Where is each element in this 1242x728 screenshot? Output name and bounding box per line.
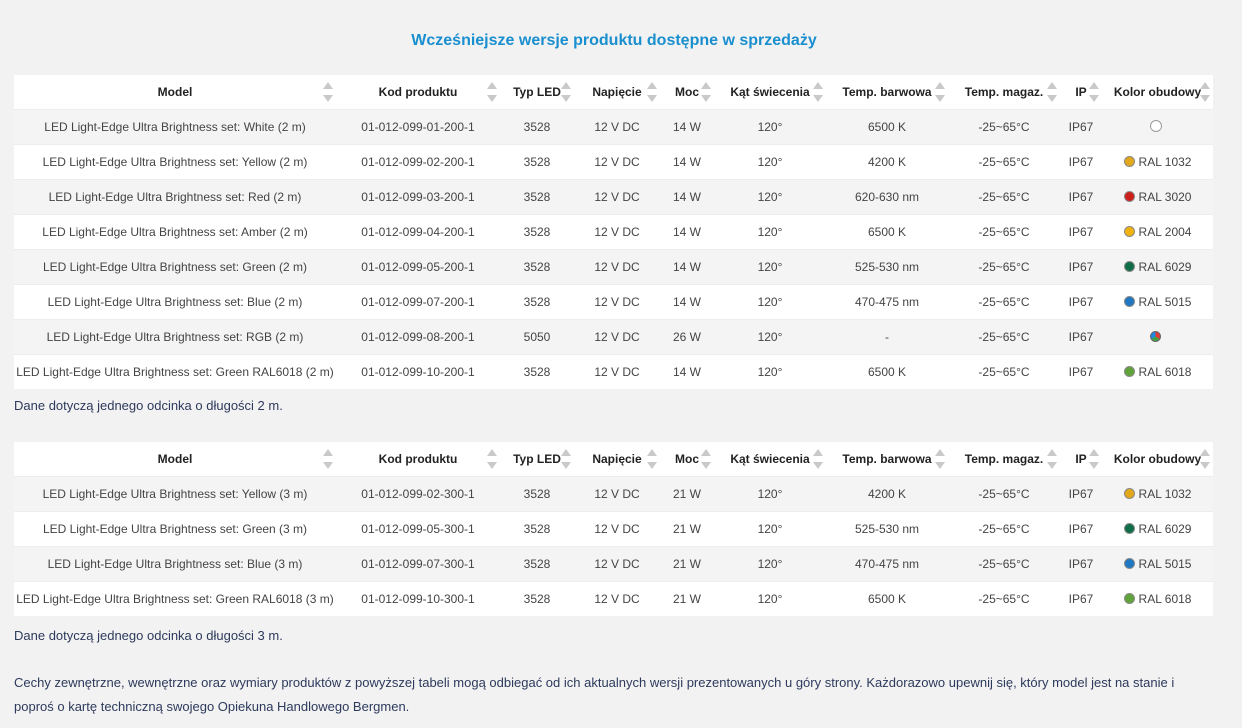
column-header-label: Temp. magaz. bbox=[964, 452, 1044, 466]
column-header-beam-angle[interactable] bbox=[714, 75, 826, 110]
cell-ip: IP67 bbox=[1060, 145, 1102, 180]
table-row bbox=[14, 512, 1213, 547]
cell-housing-color bbox=[1102, 250, 1213, 285]
column-header-label: Kąt świecenia bbox=[730, 452, 810, 466]
sort-asc-icon bbox=[935, 449, 945, 456]
column-header-color-temp[interactable] bbox=[826, 442, 948, 477]
color-swatch-icon bbox=[1124, 156, 1135, 167]
column-header-code[interactable] bbox=[336, 75, 500, 110]
cell-beam-angle: 120° bbox=[714, 582, 826, 617]
sort-icon[interactable] bbox=[701, 449, 711, 469]
table-row bbox=[14, 285, 1213, 320]
cell-led-type: 5050 bbox=[500, 320, 574, 355]
table-note-3m: Dane dotyczą jednego odcinka o długości 3 m. bbox=[14, 628, 283, 643]
column-header-ip[interactable] bbox=[1060, 442, 1102, 477]
sort-asc-icon bbox=[323, 449, 333, 456]
sort-desc-icon bbox=[935, 462, 945, 469]
disclaimer-text bbox=[14, 671, 1214, 719]
color-swatch-icon bbox=[1124, 558, 1135, 569]
column-header-label: Napięcie bbox=[592, 452, 642, 466]
sort-desc-icon bbox=[1089, 95, 1099, 102]
color-label: RAL 1032 bbox=[1138, 487, 1192, 501]
cell-beam-angle: 120° bbox=[714, 215, 826, 250]
cell-led-type: 3528 bbox=[500, 145, 574, 180]
cell-model: LED Light-Edge Ultra Brightness set: Green RAL6018 (3 m) bbox=[14, 582, 336, 617]
sort-icon[interactable] bbox=[561, 449, 571, 469]
color-label: RAL 2004 bbox=[1138, 225, 1192, 239]
cell-housing-color bbox=[1102, 180, 1213, 215]
disclaimer-line-1: Cechy zewnętrzne, wewnętrzne oraz wymiary produktów z powyższej tabeli mogą odbiegać od ich aktualnych wersji prezentowanych u góry strony. Każdorazowo upewnij się, który model jest na stanie i bbox=[14, 675, 1175, 690]
cell-storage-temp: -25~65°C bbox=[948, 110, 1060, 145]
column-header-label: Typ LED bbox=[513, 452, 561, 466]
cell-color-temp: 470-475 nm bbox=[826, 285, 948, 320]
cell-code: 01-012-099-07-200-1 bbox=[336, 285, 500, 320]
sort-desc-icon bbox=[935, 95, 945, 102]
sort-asc-icon bbox=[487, 82, 497, 89]
cell-power: 21 W bbox=[660, 477, 714, 512]
cell-ip: IP67 bbox=[1060, 582, 1102, 617]
cell-model: LED Light-Edge Ultra Brightness set: Yellow (3 m) bbox=[14, 477, 336, 512]
cell-power: 14 W bbox=[660, 250, 714, 285]
cell-ip: IP67 bbox=[1060, 477, 1102, 512]
sort-icon[interactable] bbox=[323, 82, 333, 102]
column-header-beam-angle[interactable] bbox=[714, 442, 826, 477]
sort-icon[interactable] bbox=[561, 82, 571, 102]
cell-storage-temp: -25~65°C bbox=[948, 215, 1060, 250]
color-swatch-icon bbox=[1124, 593, 1135, 604]
sort-desc-icon bbox=[647, 95, 657, 102]
cell-power: 14 W bbox=[660, 180, 714, 215]
cell-housing-color bbox=[1102, 477, 1213, 512]
sort-desc-icon bbox=[647, 462, 657, 469]
column-header-storage-temp[interactable] bbox=[948, 442, 1060, 477]
cell-housing-color bbox=[1102, 145, 1213, 180]
cell-voltage: 12 V DC bbox=[574, 355, 660, 390]
cell-power: 14 W bbox=[660, 110, 714, 145]
sort-icon[interactable] bbox=[1047, 82, 1057, 102]
cell-model: LED Light-Edge Ultra Brightness set: Green RAL6018 (2 m) bbox=[14, 355, 336, 390]
color-label: RAL 3020 bbox=[1138, 190, 1192, 204]
color-label: RAL 1032 bbox=[1138, 155, 1192, 169]
cell-code: 01-012-099-10-300-1 bbox=[336, 582, 500, 617]
cell-color-temp: 525-530 nm bbox=[826, 512, 948, 547]
cell-storage-temp: -25~65°C bbox=[948, 582, 1060, 617]
column-header-voltage[interactable] bbox=[574, 75, 660, 110]
column-header-voltage[interactable] bbox=[574, 442, 660, 477]
cell-led-type: 3528 bbox=[500, 180, 574, 215]
cell-housing-color bbox=[1102, 110, 1213, 145]
cell-color-temp: 6500 K bbox=[826, 110, 948, 145]
cell-ip: IP67 bbox=[1060, 250, 1102, 285]
color-label: RAL 5015 bbox=[1138, 557, 1192, 571]
column-header-housing-color[interactable] bbox=[1102, 75, 1213, 110]
color-swatch-icon bbox=[1124, 488, 1135, 499]
column-header-label: Model bbox=[157, 85, 193, 99]
sort-icon[interactable] bbox=[1089, 82, 1099, 102]
cell-color-temp: 4200 K bbox=[826, 145, 948, 180]
sort-desc-icon bbox=[1200, 95, 1210, 102]
sort-asc-icon bbox=[813, 449, 823, 456]
sort-asc-icon bbox=[561, 82, 571, 89]
sort-asc-icon bbox=[647, 449, 657, 456]
cell-housing-color bbox=[1102, 320, 1213, 355]
cell-voltage: 12 V DC bbox=[574, 512, 660, 547]
sort-desc-icon bbox=[1047, 462, 1057, 469]
cell-beam-angle: 120° bbox=[714, 477, 826, 512]
cell-code: 01-012-099-01-200-1 bbox=[336, 110, 500, 145]
table-row bbox=[14, 145, 1213, 180]
sort-icon[interactable] bbox=[813, 82, 823, 102]
sort-asc-icon bbox=[487, 449, 497, 456]
cell-beam-angle: 120° bbox=[714, 547, 826, 582]
sort-icon[interactable] bbox=[701, 82, 711, 102]
cell-storage-temp: -25~65°C bbox=[948, 355, 1060, 390]
color-label: RAL 5015 bbox=[1138, 295, 1192, 309]
sort-asc-icon bbox=[813, 82, 823, 89]
column-header-led-type[interactable] bbox=[500, 75, 574, 110]
sort-asc-icon bbox=[1047, 82, 1057, 89]
cell-code: 01-012-099-07-300-1 bbox=[336, 547, 500, 582]
sort-desc-icon bbox=[561, 95, 571, 102]
table-row bbox=[14, 180, 1213, 215]
cell-storage-temp: -25~65°C bbox=[948, 547, 1060, 582]
cell-led-type: 3528 bbox=[500, 250, 574, 285]
column-header-label: Moc bbox=[675, 452, 699, 466]
table-row bbox=[14, 547, 1213, 582]
column-header-power[interactable] bbox=[660, 442, 714, 477]
sort-icon[interactable] bbox=[1089, 449, 1099, 469]
cell-color-temp: 470-475 nm bbox=[826, 547, 948, 582]
cell-voltage: 12 V DC bbox=[574, 477, 660, 512]
cell-housing-color bbox=[1102, 547, 1213, 582]
color-swatch-icon bbox=[1124, 261, 1135, 272]
cell-led-type: 3528 bbox=[500, 355, 574, 390]
sort-icon[interactable] bbox=[813, 449, 823, 469]
cell-code: 01-012-099-05-300-1 bbox=[336, 512, 500, 547]
sort-asc-icon bbox=[701, 82, 711, 89]
cell-color-temp: 6500 K bbox=[826, 215, 948, 250]
sort-icon[interactable] bbox=[1200, 449, 1210, 469]
cell-beam-angle: 120° bbox=[714, 355, 826, 390]
sort-desc-icon bbox=[323, 462, 333, 469]
sort-asc-icon bbox=[1200, 82, 1210, 89]
column-header-label: Temp. barwowa bbox=[842, 85, 932, 99]
column-header-housing-color[interactable] bbox=[1102, 442, 1213, 477]
cell-color-temp: 620-630 nm bbox=[826, 180, 948, 215]
cell-beam-angle: 120° bbox=[714, 180, 826, 215]
cell-ip: IP67 bbox=[1060, 215, 1102, 250]
color-swatch-icon bbox=[1150, 120, 1162, 132]
cell-model: LED Light-Edge Ultra Brightness set: Green (2 m) bbox=[14, 250, 336, 285]
cell-housing-color bbox=[1102, 582, 1213, 617]
table-note-2m: Dane dotyczą jednego odcinka o długości 2 m. bbox=[14, 398, 283, 413]
sort-icon[interactable] bbox=[323, 449, 333, 469]
cell-storage-temp: -25~65°C bbox=[948, 512, 1060, 547]
column-header-storage-temp[interactable] bbox=[948, 75, 1060, 110]
cell-power: 21 W bbox=[660, 547, 714, 582]
cell-beam-angle: 120° bbox=[714, 512, 826, 547]
column-header-label: IP bbox=[1075, 85, 1087, 99]
cell-beam-angle: 120° bbox=[714, 250, 826, 285]
cell-voltage: 12 V DC bbox=[574, 547, 660, 582]
column-header-label: Moc bbox=[675, 85, 699, 99]
products-table-3m bbox=[14, 442, 1213, 616]
cell-code: 01-012-099-05-200-1 bbox=[336, 250, 500, 285]
table-row bbox=[14, 355, 1213, 390]
sort-desc-icon bbox=[813, 462, 823, 469]
cell-ip: IP67 bbox=[1060, 110, 1102, 145]
cell-housing-color bbox=[1102, 215, 1213, 250]
cell-led-type: 3528 bbox=[500, 547, 574, 582]
cell-color-temp: 4200 K bbox=[826, 477, 948, 512]
sort-desc-icon bbox=[561, 462, 571, 469]
sort-desc-icon bbox=[813, 95, 823, 102]
section-title: Wcześniejsze wersje produktu dostępne w sprzedaży bbox=[411, 32, 817, 49]
column-header-power[interactable] bbox=[660, 75, 714, 110]
cell-power: 21 W bbox=[660, 582, 714, 617]
sort-asc-icon bbox=[1200, 449, 1210, 456]
cell-storage-temp: -25~65°C bbox=[948, 180, 1060, 215]
cell-model: LED Light-Edge Ultra Brightness set: Amber (2 m) bbox=[14, 215, 336, 250]
sort-desc-icon bbox=[1200, 462, 1210, 469]
cell-code: 01-012-099-10-200-1 bbox=[336, 355, 500, 390]
cell-housing-color bbox=[1102, 512, 1213, 547]
column-header-model[interactable] bbox=[14, 75, 336, 110]
cell-ip: IP67 bbox=[1060, 512, 1102, 547]
cell-model: LED Light-Edge Ultra Brightness set: Yellow (2 m) bbox=[14, 145, 336, 180]
color-label: RAL 6018 bbox=[1138, 365, 1192, 379]
cell-storage-temp: -25~65°C bbox=[948, 285, 1060, 320]
sort-desc-icon bbox=[487, 95, 497, 102]
column-header-ip[interactable] bbox=[1060, 75, 1102, 110]
color-swatch-icon bbox=[1124, 366, 1135, 377]
column-header-label: Kod produktu bbox=[378, 85, 458, 99]
cell-model: LED Light-Edge Ultra Brightness set: RGB (2 m) bbox=[14, 320, 336, 355]
cell-color-temp: 525-530 nm bbox=[826, 250, 948, 285]
table-row bbox=[14, 582, 1213, 617]
sort-desc-icon bbox=[701, 462, 711, 469]
cell-led-type: 3528 bbox=[500, 582, 574, 617]
column-header-label: Kąt świecenia bbox=[730, 85, 810, 99]
cell-housing-color bbox=[1102, 355, 1213, 390]
sort-asc-icon bbox=[701, 449, 711, 456]
sort-icon[interactable] bbox=[1200, 82, 1210, 102]
cell-model: LED Light-Edge Ultra Brightness set: Blue (3 m) bbox=[14, 547, 336, 582]
cell-power: 14 W bbox=[660, 215, 714, 250]
cell-voltage: 12 V DC bbox=[574, 215, 660, 250]
sort-asc-icon bbox=[561, 449, 571, 456]
sort-icon[interactable] bbox=[647, 82, 657, 102]
cell-model: LED Light-Edge Ultra Brightness set: Green (3 m) bbox=[14, 512, 336, 547]
color-swatch-icon bbox=[1150, 331, 1161, 342]
color-swatch-icon bbox=[1124, 296, 1135, 307]
sort-icon[interactable] bbox=[935, 449, 945, 469]
color-swatch-icon bbox=[1124, 226, 1135, 237]
cell-color-temp: 6500 K bbox=[826, 582, 948, 617]
cell-led-type: 3528 bbox=[500, 215, 574, 250]
column-header-label: Kolor obudowy bbox=[1113, 452, 1202, 466]
cell-storage-temp: -25~65°C bbox=[948, 320, 1060, 355]
column-header-label: Temp. barwowa bbox=[842, 452, 932, 466]
cell-code: 01-012-099-03-200-1 bbox=[336, 180, 500, 215]
cell-power: 14 W bbox=[660, 145, 714, 180]
column-header-label: Kod produktu bbox=[378, 452, 458, 466]
cell-beam-angle: 120° bbox=[714, 285, 826, 320]
table-row bbox=[14, 320, 1213, 355]
sort-asc-icon bbox=[647, 82, 657, 89]
color-swatch-icon bbox=[1124, 191, 1135, 202]
color-label: RAL 6029 bbox=[1138, 522, 1192, 536]
cell-power: 14 W bbox=[660, 285, 714, 320]
column-header-label: Model bbox=[157, 452, 193, 466]
table-header-row bbox=[14, 442, 1213, 477]
cell-beam-angle: 120° bbox=[714, 110, 826, 145]
cell-voltage: 12 V DC bbox=[574, 145, 660, 180]
cell-led-type: 3528 bbox=[500, 512, 574, 547]
column-header-label: IP bbox=[1075, 452, 1087, 466]
column-header-label: Temp. magaz. bbox=[964, 85, 1044, 99]
column-header-led-type[interactable] bbox=[500, 442, 574, 477]
cell-model: LED Light-Edge Ultra Brightness set: Red (2 m) bbox=[14, 180, 336, 215]
table-row bbox=[14, 215, 1213, 250]
sort-icon[interactable] bbox=[487, 82, 497, 102]
cell-beam-angle: 120° bbox=[714, 145, 826, 180]
cell-code: 01-012-099-02-200-1 bbox=[336, 145, 500, 180]
cell-power: 21 W bbox=[660, 512, 714, 547]
cell-beam-angle: 120° bbox=[714, 320, 826, 355]
cell-ip: IP67 bbox=[1060, 285, 1102, 320]
cell-color-temp: 6500 K bbox=[826, 355, 948, 390]
cell-power: 14 W bbox=[660, 355, 714, 390]
cell-color-temp: - bbox=[826, 320, 948, 355]
cell-ip: IP67 bbox=[1060, 355, 1102, 390]
products-table-2m bbox=[14, 75, 1213, 389]
sort-asc-icon bbox=[935, 82, 945, 89]
sort-desc-icon bbox=[1047, 95, 1057, 102]
cell-voltage: 12 V DC bbox=[574, 320, 660, 355]
sort-icon[interactable] bbox=[647, 449, 657, 469]
sort-asc-icon bbox=[323, 82, 333, 89]
cell-power: 26 W bbox=[660, 320, 714, 355]
sort-icon[interactable] bbox=[1047, 449, 1057, 469]
column-header-color-temp[interactable] bbox=[826, 75, 948, 110]
sort-desc-icon bbox=[323, 95, 333, 102]
cell-storage-temp: -25~65°C bbox=[948, 250, 1060, 285]
column-header-label: Kolor obudowy bbox=[1113, 85, 1202, 99]
sort-asc-icon bbox=[1089, 449, 1099, 456]
cell-model: LED Light-Edge Ultra Brightness set: White (2 m) bbox=[14, 110, 336, 145]
sort-desc-icon bbox=[487, 462, 497, 469]
table-row bbox=[14, 477, 1213, 512]
cell-led-type: 3528 bbox=[500, 477, 574, 512]
cell-led-type: 3528 bbox=[500, 285, 574, 320]
cell-code: 01-012-099-08-200-1 bbox=[336, 320, 500, 355]
table-header-row bbox=[14, 75, 1213, 110]
table-row bbox=[14, 250, 1213, 285]
disclaimer-line-2: poproś o kartę techniczną swojego Opiekuna Handlowego Bergmen. bbox=[14, 699, 410, 714]
sort-asc-icon bbox=[1089, 82, 1099, 89]
cell-ip: IP67 bbox=[1060, 547, 1102, 582]
cell-ip: IP67 bbox=[1060, 180, 1102, 215]
cell-voltage: 12 V DC bbox=[574, 110, 660, 145]
cell-storage-temp: -25~65°C bbox=[948, 477, 1060, 512]
cell-ip: IP67 bbox=[1060, 320, 1102, 355]
color-label: RAL 6029 bbox=[1138, 260, 1192, 274]
sort-asc-icon bbox=[1047, 449, 1057, 456]
cell-code: 01-012-099-02-300-1 bbox=[336, 477, 500, 512]
column-header-model[interactable] bbox=[14, 442, 336, 477]
sort-desc-icon bbox=[1089, 462, 1099, 469]
cell-voltage: 12 V DC bbox=[574, 582, 660, 617]
cell-voltage: 12 V DC bbox=[574, 180, 660, 215]
column-header-label: Napięcie bbox=[592, 85, 642, 99]
cell-voltage: 12 V DC bbox=[574, 285, 660, 320]
sort-desc-icon bbox=[701, 95, 711, 102]
sort-icon[interactable] bbox=[935, 82, 945, 102]
cell-storage-temp: -25~65°C bbox=[948, 145, 1060, 180]
color-swatch-icon bbox=[1124, 523, 1135, 534]
cell-code: 01-012-099-04-200-1 bbox=[336, 215, 500, 250]
cell-led-type: 3528 bbox=[500, 110, 574, 145]
column-header-label: Typ LED bbox=[513, 85, 561, 99]
cell-voltage: 12 V DC bbox=[574, 250, 660, 285]
column-header-code[interactable] bbox=[336, 442, 500, 477]
color-label: RAL 6018 bbox=[1138, 592, 1192, 606]
cell-housing-color bbox=[1102, 285, 1213, 320]
sort-icon[interactable] bbox=[487, 449, 497, 469]
table-row bbox=[14, 110, 1213, 145]
cell-model: LED Light-Edge Ultra Brightness set: Blue (2 m) bbox=[14, 285, 336, 320]
